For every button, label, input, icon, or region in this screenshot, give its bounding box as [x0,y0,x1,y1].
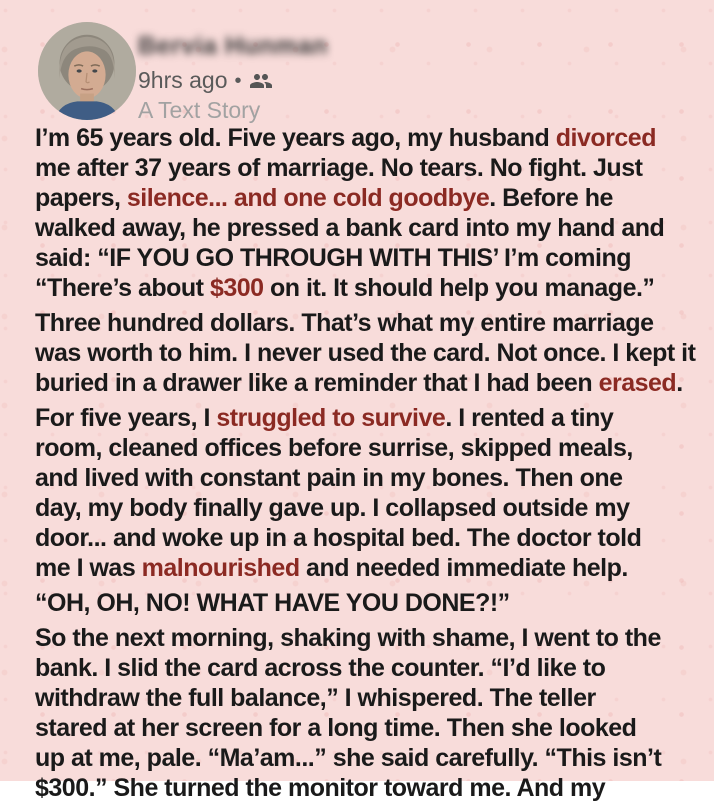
story-segment: said: “IF YOU GO THROUGH WITH THIS’ I’m coming [35,244,632,272]
story-line [35,713,697,743]
story-line [35,523,697,553]
story-highlight: erased [598,369,677,397]
story-segment: stared at her screen for a long time. Then she looked [35,714,637,742]
story-segment: and needed immediate help. [299,554,628,582]
story-line [35,623,697,653]
story-segment: up at me, pale. “Ma’am...” she said carefully. “This isn’t [35,744,662,772]
story-segment: $300.” She turned the monitor toward me. And my [35,774,606,802]
story-segment: withdraw the full balance,” I whispered. The teller [35,684,596,712]
story-line [35,153,697,183]
story-segment: I’m 65 years old. Five years ago, my husband [35,124,556,152]
story-segment: buried in a drawer like a reminder that I had been [35,369,599,397]
story-segment: on it. It should help you manage.” [263,274,655,302]
timestamp[interactable]: 9hrs ago [138,67,228,93]
story-segment: . Before he [489,184,613,212]
story-line [35,653,697,683]
story-segment: Three hundred dollars. That’s what my entire marriage [35,309,654,337]
story-segment: was worth to him. I never used the card. Not once. I kept it [35,339,696,367]
story-segment: . [676,369,683,397]
story-line [35,493,697,523]
story-segment: For five years, I [35,404,217,432]
post-subtitle: A Text Story [138,97,261,123]
story-segment: “There’s about [35,274,210,302]
story-line [35,123,697,153]
story-line [35,213,697,243]
story-line [35,588,697,618]
story-segment: and lived with constant pain in my bones. Then one [35,464,623,492]
story-line [35,773,697,803]
story-paragraph [35,623,697,803]
story-line [35,553,697,583]
story-segment: walked away, he pressed a bank card into my hand and [35,214,665,242]
elderly-woman-avatar-illustration [38,22,136,120]
story-segment: . I rented a tiny [445,404,614,432]
story-segment: me I was [35,554,142,582]
story-line [35,183,697,213]
story-segment: day, my body finally gave up. I collapsed outside my [35,494,630,522]
author-name[interactable]: Bervia Hunman [138,32,328,60]
story-segment: “OH, OH, NO! WHAT HAVE YOU DONE?!” [35,589,510,617]
story-line [35,403,697,433]
story-line [35,243,697,273]
post-meta [138,67,328,94]
story-highlight: malnourished [141,554,300,582]
story-paragraph [35,123,697,303]
story-highlight: struggled to survive [216,404,446,432]
story-line [35,463,697,493]
story-paragraph [35,308,697,398]
story-line [35,308,697,338]
story-segment: room, cleaned offices before surrise, skipped meals, [35,434,633,462]
story-paragraph [35,588,697,618]
story-highlight: divorced [555,124,656,152]
story-segment: papers, [35,184,127,212]
story-highlight: $300 [209,274,264,302]
story-line [35,743,697,773]
avatar[interactable] [38,22,136,120]
friends-icon [249,69,273,93]
story-segment: bank. I slid the card across the counter. “I’d like to [35,654,606,682]
story-segment: door... and woke up in a hospital bed. The doctor told [35,524,642,552]
story-highlight: silence... and one cold goodbye [126,184,490,212]
story-text-block [35,123,697,803]
meta-separator: • [234,69,242,92]
story-line [35,433,697,463]
post-header [138,32,328,124]
story-segment: So the next morning, shaking with shame, I went to the [35,624,661,652]
story-segment: me after 37 years of marriage. No tears. No fight. Just [35,154,643,182]
story-paragraph [35,403,697,583]
story-line [35,273,697,303]
story-line [35,338,697,368]
story-line [35,368,697,398]
story-line [35,683,697,713]
